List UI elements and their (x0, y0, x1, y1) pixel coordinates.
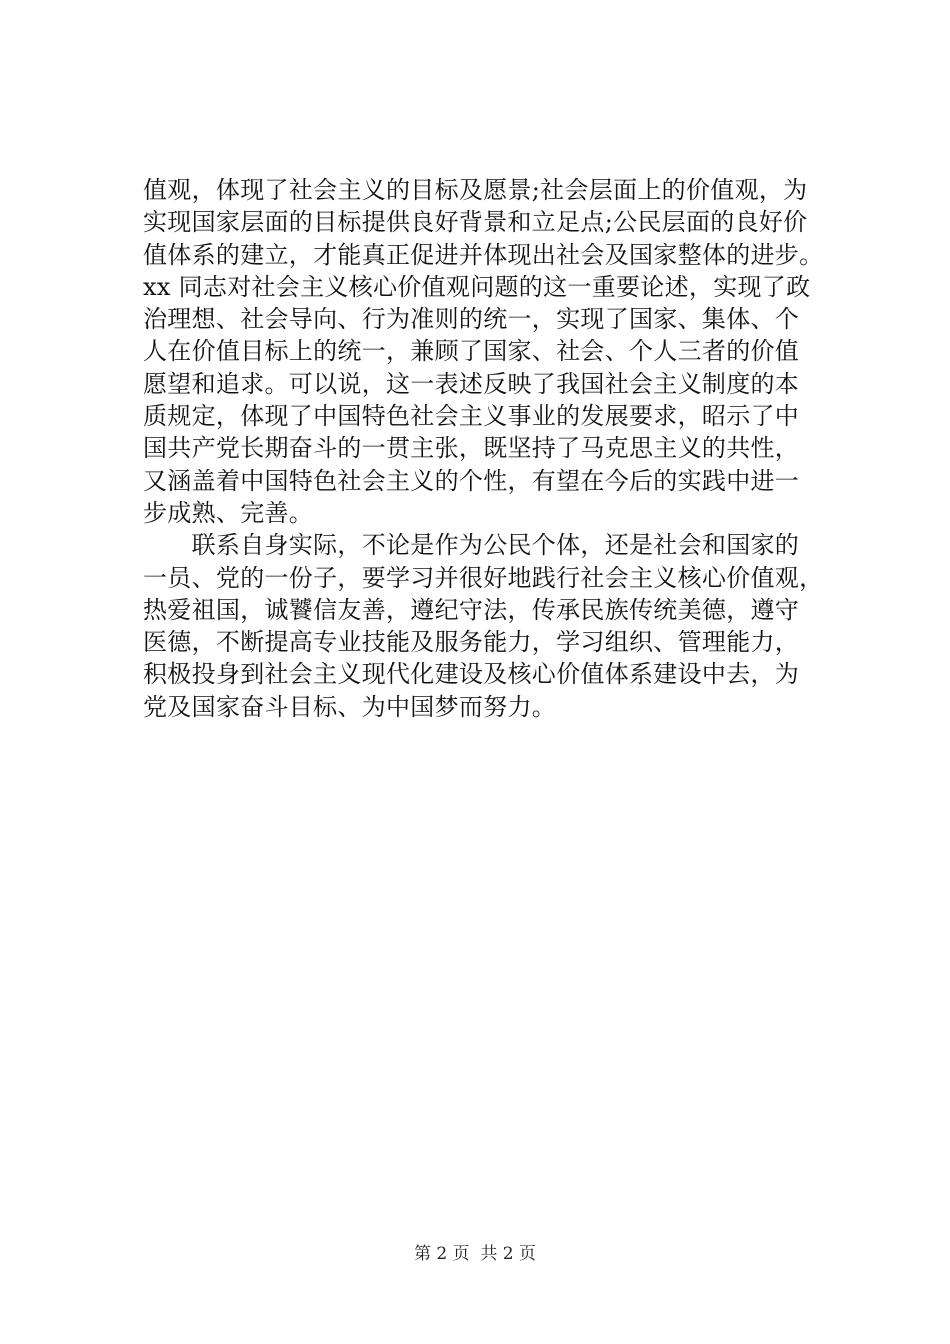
text-line: 值体系的建立，才能真正促进并体现出社会及国家整体的进步。 (143, 240, 824, 269)
text-line: 又涵盖着中国特色社会主义的个性，有望在今后的实践中进一 (143, 466, 800, 495)
text-line: 医德，不断提高专业技能及服务能力，学习组织、管理能力， (143, 628, 800, 657)
text-line: 积极投身到社会主义现代化建设及核心价值体系建设中去，为 (143, 660, 800, 689)
text-line: 国共产党长期奋斗的一贯主张，既坚持了马克思主义的共性， (143, 434, 800, 463)
text-line: 人在价值目标上的统一，兼顾了国家、社会、个人三者的价值 (143, 337, 800, 366)
text-line: 值观，体现了社会主义的目标及愿景;社会层面上的价值观，为 (143, 176, 808, 204)
text-line: 热爱祖国，诚饕信友善，遵纪守法，传承民族传统美德，遵守 (143, 595, 800, 624)
body-text (143, 174, 843, 723)
text-line: 实现国家层面的目标提供良好背景和立足点;公民层面的良好价 (143, 208, 808, 237)
text-line: 一员、党的一份子，要学习并很好地践行社会主义核心价值观， (143, 563, 824, 592)
text-line: 质规定，体现了中国特色社会主义事业的发展要求，昭示了中 (143, 402, 800, 431)
page-number-label: 第 2 页 共 2 页 (413, 1244, 537, 1264)
text-line: 治理想、社会导向、行为准则的统一，实现了国家、集体、个 (143, 305, 800, 334)
text-line: 党及国家奋斗目标、为中国梦而努力。 (143, 692, 557, 721)
text-line: 联系自身实际，不论是作为公民个体，还是社会和国家的 (143, 531, 800, 560)
text-line: 愿望和追求。可以说，这一表述反映了我国社会主义制度的本 (143, 369, 800, 398)
page-footer (0, 1244, 950, 1264)
text-line: xx 同志对社会主义核心价值观问题的这一重要论述，实现了政 (143, 272, 811, 301)
text-line: 步成熟、完善。 (143, 498, 314, 527)
